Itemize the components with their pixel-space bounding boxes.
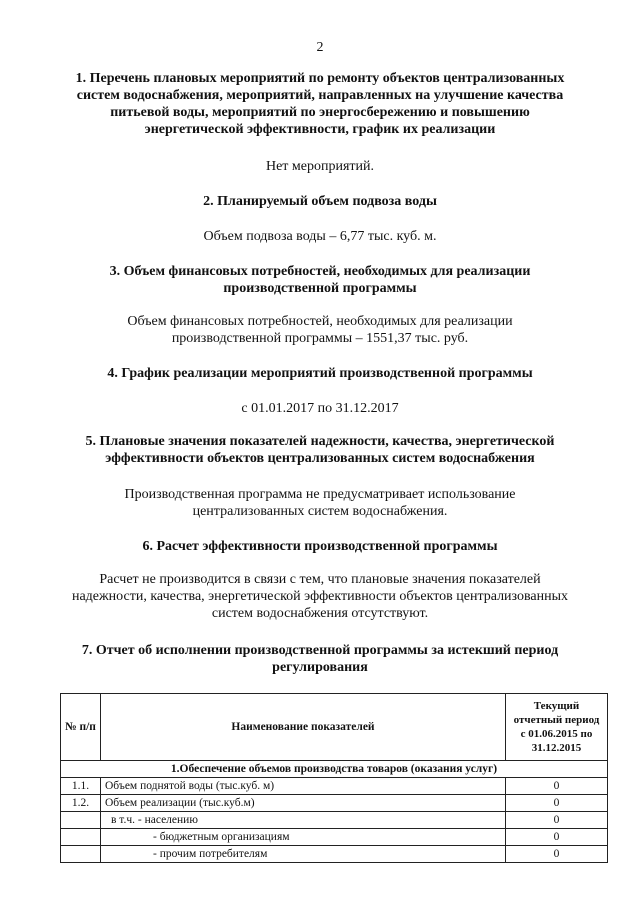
row-name: в т.ч. - населению xyxy=(101,812,506,829)
row-value: 0 xyxy=(506,829,608,846)
row-number xyxy=(61,829,101,846)
row-value: 0 xyxy=(506,812,608,829)
row-number xyxy=(61,846,101,863)
table-section-row xyxy=(61,761,608,778)
section-3-heading: 3. Объем финансовых потребностей, необходимых для реализации производственной программы xyxy=(109,264,531,296)
section-7-heading: 7. Отчет об исполнении производственной программы за истекший период регулирования xyxy=(81,643,559,675)
table-section-title: 1.Обеспечение объемов производства товаров (оказания услуг) xyxy=(61,761,608,778)
row-value: 0 xyxy=(506,846,608,863)
section-1-heading: 1. Перечень плановых мероприятий по ремонту объектов централизованных систем водоснабжения, мероприятий, направленных на улучшение качества питьевой воды, мероприятий по энергосбережению и повышению энергетической эффективности, график их реализации xyxy=(75,71,565,137)
row-name: Объем поднятой воды (тыс.куб. м) xyxy=(101,778,506,795)
table-row xyxy=(61,812,608,829)
table-row xyxy=(61,795,608,812)
section-6-body: Расчет не производится в связи с тем, что плановые значения показателей надежности, качества, энергетической эффективности объектов централизованных систем водоснабжения отсутствуют. xyxy=(71,572,569,621)
section-4-body: с 01.01.2017 по 31.12.2017 xyxy=(241,401,399,416)
section-5-body: Производственная программа не предусматривает использование централизованных систем водоснабжения. xyxy=(124,487,516,519)
section-6-heading: 6. Расчет эффективности производственной программы xyxy=(142,539,498,554)
report-table xyxy=(60,693,608,863)
row-name: Объем реализации (тыс.куб.м) xyxy=(101,795,506,812)
row-number: 1.1. xyxy=(61,778,101,795)
section-2-heading: 2. Планируемый объем подвоза воды xyxy=(203,194,437,209)
section-1-body: Нет мероприятий. xyxy=(265,159,375,174)
table-row xyxy=(61,829,608,846)
section-2-body: Объем подвоза воды – 6,77 тыс. куб. м. xyxy=(203,229,437,244)
section-3-body: Объем финансовых потребностей, необходимых для реализации производственной программы – 1551,37 тыс. руб. xyxy=(127,314,513,346)
row-number: 1.2. xyxy=(61,795,101,812)
table-row xyxy=(61,778,608,795)
row-name: - прочим потребителям xyxy=(101,846,506,863)
row-name: - бюджетным организациям xyxy=(101,829,506,846)
table-header-row xyxy=(61,694,608,761)
table-row xyxy=(61,846,608,863)
header-current-period: Текущий отчетный период с 01.06.2015 по 31.12.2015 xyxy=(506,694,608,761)
section-4-heading: 4. График реализации мероприятий производственной программы xyxy=(107,366,533,381)
row-value: 0 xyxy=(506,778,608,795)
header-number: № п/п xyxy=(61,694,101,761)
row-value: 0 xyxy=(506,795,608,812)
row-number xyxy=(61,812,101,829)
section-5-heading: 5. Плановые значения показателей надежности, качества, энергетической эффективности объектов централизованных систем водоснабжения xyxy=(85,434,555,466)
page-number: 2 xyxy=(316,40,324,55)
header-indicator-name: Наименование показателей xyxy=(101,694,506,761)
